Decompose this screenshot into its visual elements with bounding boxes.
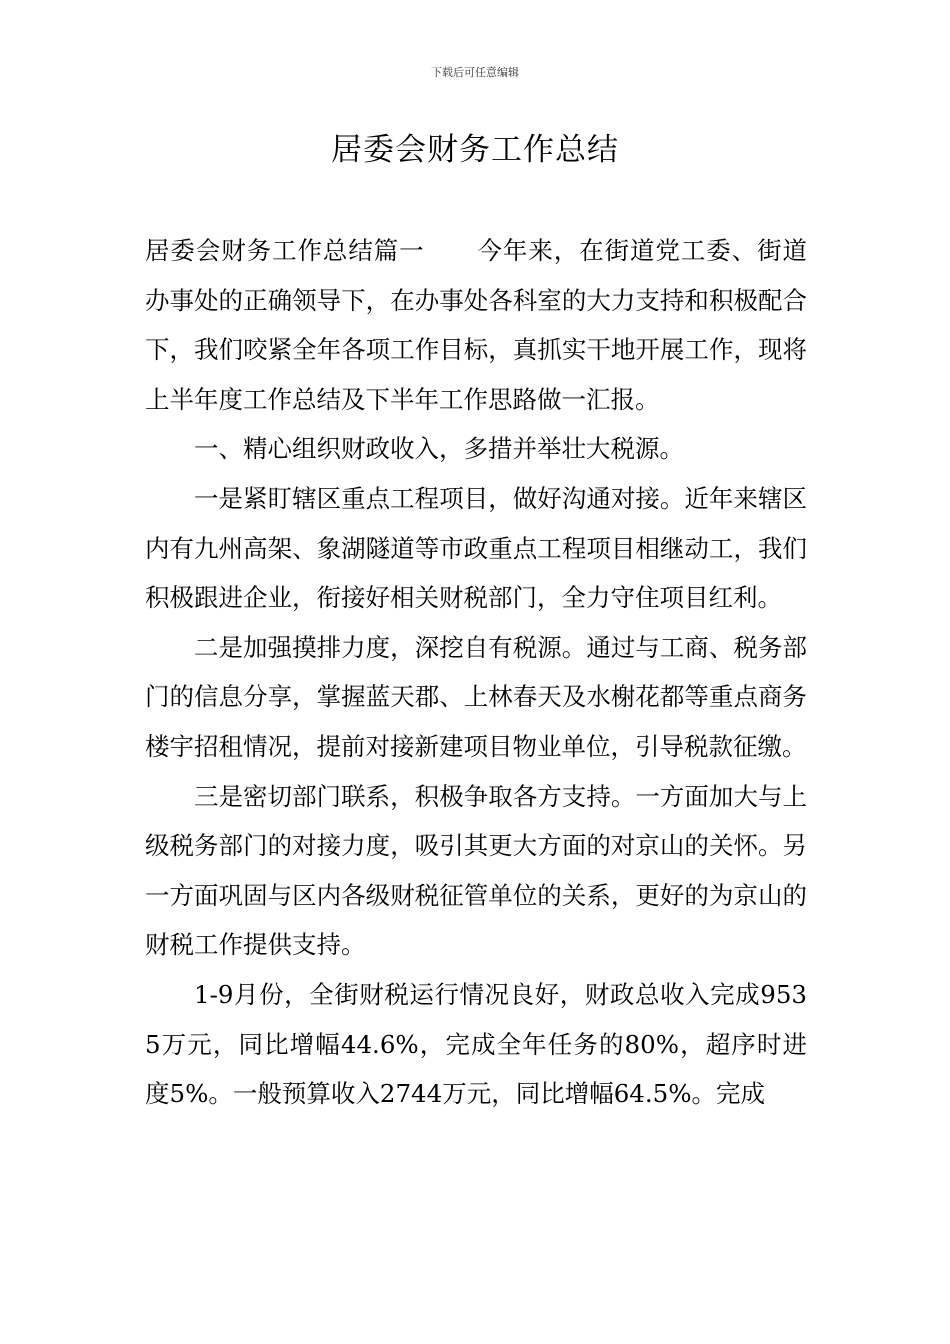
document-body [145,226,807,1119]
body-paragraph: 三是密切部门联系，积极争取各方支持。一方面加大与上级税务部门的对接力度，吸引其更大方面的对京山的关怀。另一方面巩固与区内各级财税征管单位的关系，更好的为京山的财税工作提供支持。 [145,781,807,960]
body-paragraph: 二是加强摸排力度，深挖自有税源。通过与工商、税务部门的信息分享，掌握蓝天郡、上林春天及水榭花都等重点商务楼宇招租情况，提前对接新建项目物业单位，引导税款征缴。 [145,632,807,761]
intro-paragraph [145,226,807,424]
document-title: 居委会财务工作总结 [331,132,619,168]
body-paragraph: 一是紧盯辖区重点工程项目，做好沟通对接。近年来辖区内有九州高架、象湖隧道等市政重点工程项目相继动工，我们积极跟进企业，衔接好相关财税部门，全力守住项目红利。 [145,483,807,613]
header-note: 下载后可任意编辑 [431,66,519,79]
section-heading-1: 一、精心组织财政收入，多措并举壮大税源。 [194,434,684,464]
intro-lead: 居委会财务工作总结篇一 [145,236,425,265]
body-paragraph: 1-9月份，全街财税运行情况良好，财政总收入完成9535万元，同比增幅44.6%，完成全年任务的80%，超序时进度5%。一般预算收入2744万元，同比增幅64.5%。完成 [145,979,807,1109]
intro-text: 今年来，在街道党工委、街道办事处的正确领导下，在办事处各科室的大力支持和积极配合下，我们咬紧全年各项工作目标，真抓实干地开展工作，现将上半年度工作总结及下半年工作思路做一汇报。 [145,236,808,414]
